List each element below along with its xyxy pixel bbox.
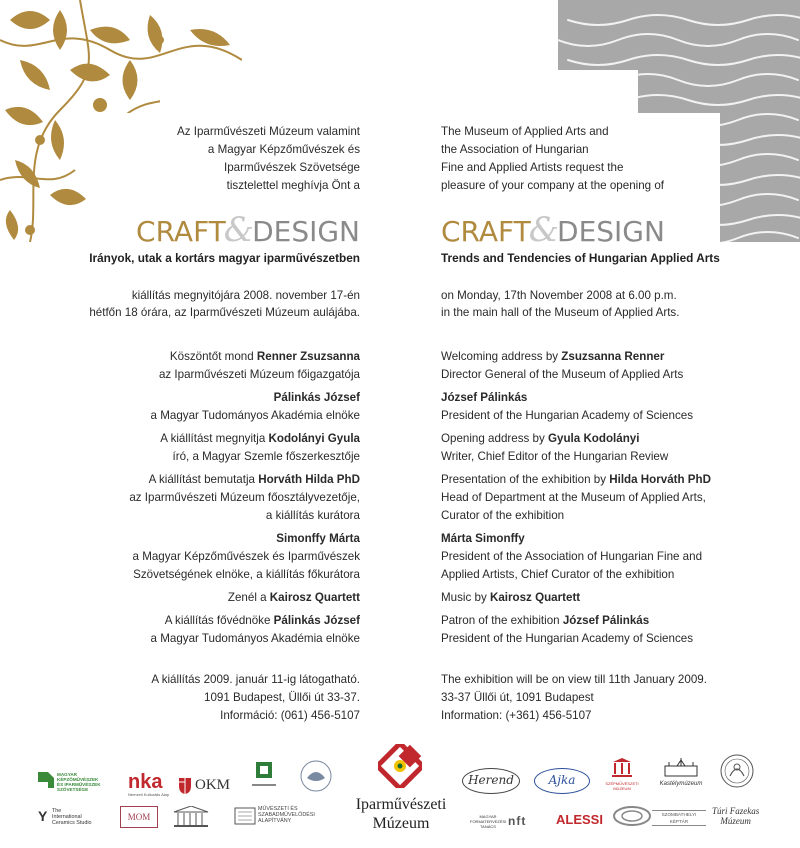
en-opening-line: on Monday, 17th November 2008 at 6.00 p.m. — [441, 289, 677, 302]
mke-text: KÉPZŐMŰVÉSZEK — [57, 777, 99, 782]
en-intro-line: Fine and Applied Artists request the — [441, 161, 624, 174]
en-p2-title: President of the Hungarian Academy of Sciences — [441, 409, 693, 422]
hu-subtitle: Irányok, utak a kortárs magyar iparművészetben — [89, 251, 360, 265]
en-p7-title: President of the Hungarian Academy of Sciences — [441, 632, 693, 645]
en-p5-title: Applied Artists, Chief Curator of the exhibition — [441, 568, 675, 581]
en-p3-role: Opening address by — [441, 432, 548, 445]
en-subtitle: Trends and Tendencies of Hungarian Applied Arts — [441, 251, 720, 265]
bird-seal-logo — [298, 758, 334, 797]
hu-craft-design-logo — [136, 210, 360, 250]
hu-speaker-3 — [160, 432, 360, 446]
hu-p5-title: Szövetségének elnöke, a kiállítás főkurátora — [133, 568, 360, 581]
hu-p1-title: az Iparművészeti Múzeum főigazgatója — [158, 368, 360, 381]
hu-p2-title: a Magyar Tudományos Akadémia elnöke — [150, 409, 360, 422]
castle-icon — [661, 756, 701, 778]
en-p5-name: Márta Simonffy — [441, 532, 525, 545]
hu-p7-name: Pálinkás József — [273, 614, 360, 627]
mke-text: MAGYAR — [57, 772, 77, 777]
ceramics-text: The — [52, 808, 62, 814]
turi-text: Túri Fazekas — [712, 806, 760, 816]
logo-ampersand: & — [223, 210, 255, 250]
en-p4-name: Hilda Horváth PhD — [609, 473, 711, 486]
logo-word-craft: CRAFT — [136, 215, 226, 248]
hu-music — [228, 591, 360, 605]
szepmuveszeti-text: SZÉPMŰVÉSZETI MÚZEUM — [605, 781, 639, 791]
hu-p4-title: az Iparművészeti Múzeum főosztályvezetője, — [129, 491, 360, 504]
en-p1-name: Zsuzsanna Renner — [561, 350, 665, 363]
en-p7-name: József Pálinkás — [562, 614, 650, 627]
herend-logo: Herend — [462, 768, 520, 794]
building-logo — [172, 806, 210, 831]
alapitvany-text: ALAPÍTVÁNY — [258, 818, 292, 824]
hu-footer-line: A kiállítás 2009. január 11-ig látogatható. — [151, 673, 360, 686]
logo-word-craft: CRAFT — [441, 215, 531, 248]
en-music — [441, 591, 580, 605]
en-p2-name: József Pálinkás — [441, 391, 528, 404]
en-p4-title: Head of Department at the Museum of Applied Arts, — [441, 491, 706, 504]
en-speaker-1 — [441, 350, 664, 364]
columns-icon — [611, 758, 633, 778]
museum-name-line: Múzeum — [372, 815, 430, 832]
hu-p4-role: A kiállítást bemutatja — [148, 473, 259, 486]
hu-p7-title: a Magyar Tudományos Akadémia elnöke — [150, 632, 360, 645]
formatervezesi-text: TANÁCS — [480, 824, 496, 829]
green-square-logo — [252, 760, 276, 793]
alapitvany-text: SZABADMŰVELŐDÉSI — [258, 812, 315, 818]
hu-footer-line: Információ: (061) 456-5107 — [220, 709, 360, 722]
nft-logo: nft — [508, 814, 527, 828]
formatervezesi-text: FORMATERVEZÉSI — [470, 819, 507, 824]
okm-text: OKM — [195, 776, 231, 793]
iparmuveszeti-muzeum-name — [344, 795, 458, 833]
round-seal-logo — [718, 752, 756, 793]
en-speaker-4 — [441, 473, 711, 487]
hu-intro-line: tisztelettel meghívja Önt a — [226, 179, 360, 192]
mke-text: SZÖVETSÉGE — [57, 787, 89, 792]
hu-p6-role: Zenél a — [227, 591, 270, 604]
en-p3-name: Gyula Kodolányi — [548, 432, 640, 445]
seal-icon — [298, 758, 334, 794]
hu-p1-name: Renner Zsuzsanna — [256, 350, 360, 363]
round-seal-icon — [718, 752, 756, 790]
en-opening-line: in the main hall of the Museum of Applied Arts. — [441, 306, 680, 319]
hu-p3-name: Kodolányi Gyula — [268, 432, 360, 445]
ceramics-text: International — [52, 814, 82, 820]
mom-logo: MOM — [120, 806, 158, 828]
nka-text: nka — [128, 771, 163, 793]
logo-word-design: DESIGN — [557, 215, 665, 248]
hu-opening-line: kiállítás megnyitójára 2008. november 17-én — [131, 289, 360, 302]
en-p1-title: Director General of the Museum of Applied Arts — [441, 368, 684, 381]
en-p6-name: Kairosz Quartett — [489, 591, 581, 604]
hu-intro-line: Iparművészek Szövetsége — [224, 161, 360, 174]
hu-footer-line: 1091 Budapest, Üllői út 33-37. — [204, 691, 360, 704]
hu-speaker-1 — [170, 350, 360, 364]
coat-of-arms-icon — [178, 776, 192, 794]
nka-logo — [128, 772, 169, 797]
hu-patron — [165, 614, 360, 628]
logo-ampersand: & — [528, 210, 560, 250]
building-icon — [172, 806, 210, 828]
hu-intro-line: a Magyar Képzőművészek és — [207, 143, 360, 156]
turi-fazekas-muzeum-logo — [712, 806, 759, 826]
hu-p3-role: A kiállítást megnyitja — [160, 432, 269, 445]
en-patron — [441, 614, 649, 628]
szombathelyi-keptar-logo: SZOMBATHELYI KÉPTÁR — [652, 810, 706, 826]
formatervezesi-tanacs-logo — [470, 814, 506, 829]
en-p7-role: Patron of the exhibition — [441, 614, 563, 627]
hu-p1-role: Köszöntőt mond — [169, 350, 257, 363]
en-p1-role: Welcoming address by — [441, 350, 562, 363]
ring-logo — [612, 804, 652, 831]
en-footer-line: The exhibition will be on view till 11th January 2009. — [441, 673, 707, 686]
okm-logo — [178, 776, 230, 794]
ceramics-y-icon: Y — [38, 808, 48, 824]
hu-p6-name: Kairosz Quartett — [269, 591, 360, 604]
ajka-logo: Ajka — [534, 768, 590, 794]
hu-p3-title: író, a Magyar Szemle főszerkesztője — [172, 450, 360, 463]
kastely-text: Kastélymúzeum — [659, 781, 703, 787]
alapitvany-text: MŰVÉSZETI ÉS — [258, 806, 298, 812]
nka-subtext: Nemzeti Kulturális Alap — [128, 792, 170, 797]
en-intro-line: the Association of Hungarian — [441, 143, 589, 156]
alapitvany-icon — [234, 804, 256, 826]
hu-p7-role: A kiállítás fővédnöke — [164, 614, 274, 627]
hu-p5-name: Simonffy Márta — [276, 532, 360, 545]
kastelymuzeum-logo — [658, 756, 704, 787]
hu-p5-title: a Magyar Képzőművészek és Iparművészek — [132, 550, 360, 563]
floral-mask-step-2 — [160, 70, 250, 120]
en-craft-design-logo — [441, 210, 665, 250]
turi-text: Múzeum — [720, 816, 751, 826]
en-intro-line: The Museum of Applied Arts and — [441, 125, 609, 138]
en-footer-line: 33-37 Üllői út, 1091 Budapest — [441, 691, 594, 704]
en-p5-title: President of the Association of Hungarian Fine and — [441, 550, 703, 563]
formatervezesi-text: MAGYAR — [479, 814, 497, 819]
green-square-icon — [252, 760, 276, 790]
museum-emblem-icon — [378, 744, 422, 788]
hu-p2-name: Pálinkás József — [273, 391, 360, 404]
szepmuveszeti-logo — [604, 758, 640, 791]
mke-text: ÉS IPARMŰVÉSZEK — [57, 782, 101, 787]
alessi-logo: ALESSI — [556, 812, 603, 827]
en-footer-line: Information: (+361) 456-5107 — [441, 709, 592, 722]
ring-icon — [612, 804, 652, 828]
mke-mark-icon — [38, 772, 54, 788]
ceramics-text: Ceramics Studio — [52, 820, 92, 826]
hu-p4-name: Horváth Hilda PhD — [258, 473, 360, 486]
hu-opening-line: hétfőn 18 órára, az Iparművészeti Múzeum aulájába. — [89, 306, 360, 319]
en-intro-line: pleasure of your company at the opening of — [441, 179, 665, 192]
en-p6-role: Music by — [441, 591, 490, 604]
museum-name-line: Iparművészeti — [355, 796, 447, 813]
hu-intro-line: Az Iparművészeti Múzeum valamint — [177, 125, 360, 138]
en-speaker-3 — [441, 432, 639, 446]
hu-speaker-4 — [149, 473, 360, 487]
logo-word-design: DESIGN — [252, 215, 360, 248]
en-p4-role: Presentation of the exhibition by — [441, 473, 610, 486]
hu-p4-title: a kiállítás kurátora — [265, 509, 360, 522]
en-p3-title: Writer, Chief Editor of the Hungarian Review — [441, 450, 669, 463]
en-p4-title: Curator of the exhibition — [441, 509, 565, 522]
